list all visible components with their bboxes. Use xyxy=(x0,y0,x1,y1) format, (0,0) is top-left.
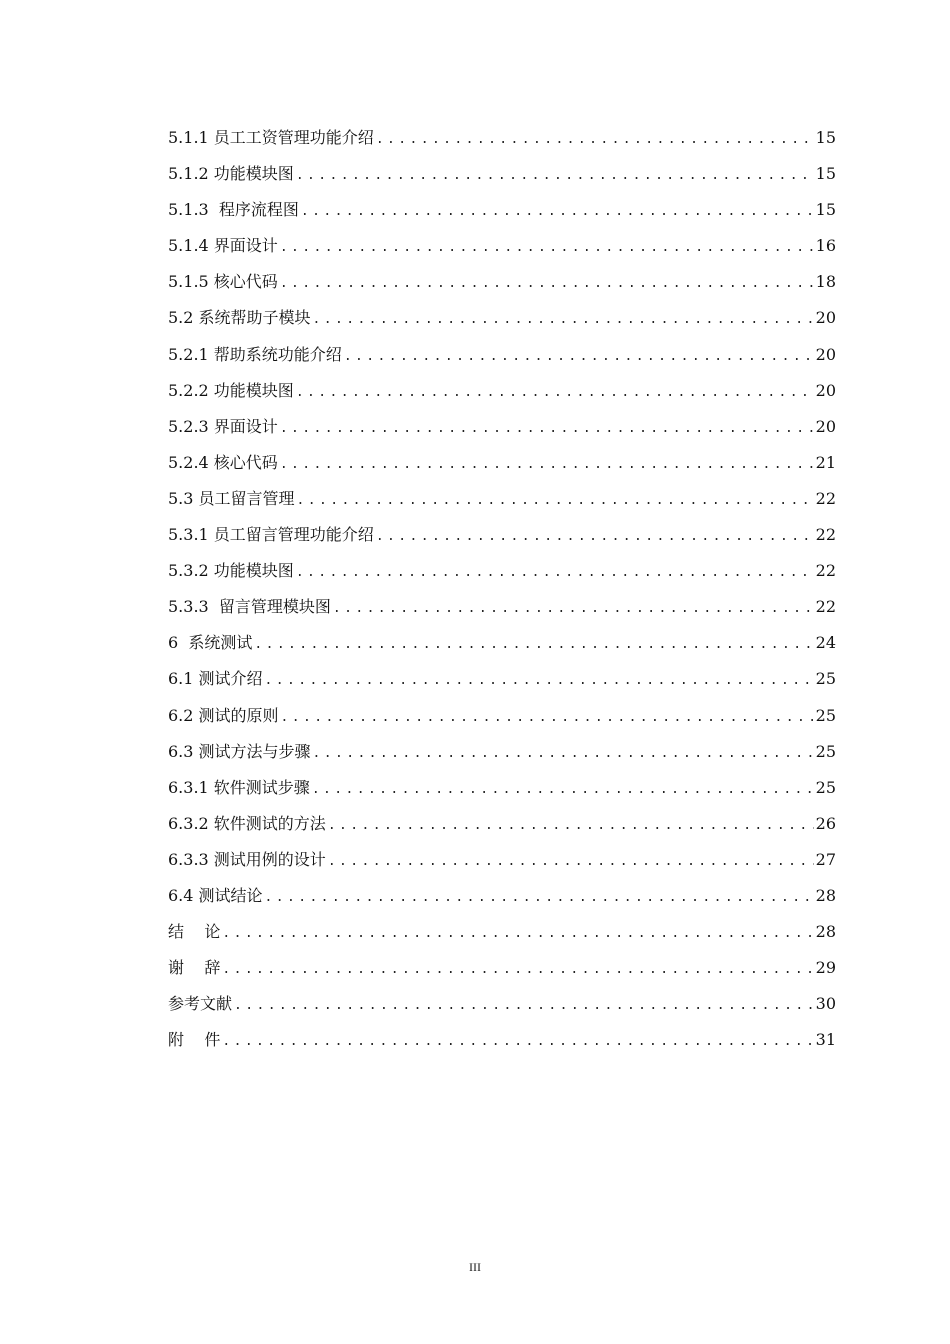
toc-entry-title: 5.3.1 员工留言管理功能介绍 xyxy=(168,525,374,545)
toc-dot-leader xyxy=(265,880,814,914)
toc-entry[interactable] xyxy=(168,228,836,264)
toc-dot-leader xyxy=(281,700,814,734)
toc-dot-leader xyxy=(222,916,813,950)
toc-entry-page: 26 xyxy=(815,813,836,833)
toc-entry-page: 20 xyxy=(815,416,836,436)
toc-entry-title: 5.2 系统帮助子模块 xyxy=(168,308,311,328)
page-number: III xyxy=(469,1260,481,1274)
toc-entry-page: 22 xyxy=(815,561,836,581)
toc-dot-leader xyxy=(254,627,813,661)
toc-dot-leader xyxy=(301,194,814,228)
toc-entry[interactable] xyxy=(168,625,836,661)
toc-entry-page: 22 xyxy=(815,525,836,545)
toc-entry-title: 5.1.3 程序流程图 xyxy=(168,200,299,220)
toc-entry-page: 15 xyxy=(815,164,836,184)
toc-dot-leader xyxy=(222,1024,813,1058)
toc-dot-leader xyxy=(328,844,814,878)
toc-entry-title: 附 件 xyxy=(168,1030,221,1050)
toc-entry-title: 6.3.3 测试用例的设计 xyxy=(168,849,326,869)
toc-entry-page: 25 xyxy=(815,777,836,797)
toc-entry-page: 27 xyxy=(815,849,836,869)
toc-dot-leader xyxy=(280,230,814,264)
toc-entry[interactable] xyxy=(168,770,836,806)
toc-entry[interactable] xyxy=(168,373,836,409)
toc-entry-title: 5.2.3 界面设计 xyxy=(168,416,278,436)
toc-entry-title: 5.3 员工留言管理 xyxy=(168,488,295,508)
toc-entry-page: 21 xyxy=(815,452,836,472)
toc-entry-title: 6.3 测试方法与步骤 xyxy=(168,741,311,761)
toc-entry-title: 5.3.2 功能模块图 xyxy=(168,561,294,581)
toc-entry[interactable] xyxy=(168,914,836,950)
toc-entry-page: 28 xyxy=(815,885,836,905)
toc-entry-title: 参考文献 xyxy=(168,994,233,1014)
toc-entry[interactable] xyxy=(168,409,836,445)
toc-entry-page: 16 xyxy=(815,236,836,256)
toc-entry-title: 6 系统测试 xyxy=(168,633,253,653)
toc-entry-title: 6.4 测试结论 xyxy=(168,885,263,905)
toc-entry-title: 6.3.2 软件测试的方法 xyxy=(168,813,326,833)
toc-entry-title: 5.2.2 功能模块图 xyxy=(168,380,294,400)
toc-entry-page: 15 xyxy=(815,128,836,147)
toc-dot-leader xyxy=(333,591,814,625)
toc-dot-leader xyxy=(222,952,813,986)
toc-dot-leader xyxy=(280,266,814,300)
toc-entry[interactable] xyxy=(168,120,836,156)
toc-entry-title: 5.1.5 核心代码 xyxy=(168,272,278,292)
toc-entry[interactable] xyxy=(168,337,836,373)
toc-dot-leader xyxy=(296,375,814,409)
toc-dot-leader xyxy=(280,411,814,445)
toc-dot-leader xyxy=(312,772,814,806)
toc-entry-title: 6.2 测试的原则 xyxy=(168,705,279,725)
toc-entry-page: 22 xyxy=(815,488,836,508)
toc-entry[interactable] xyxy=(168,698,836,734)
toc-entry[interactable] xyxy=(168,517,836,553)
toc-entry[interactable] xyxy=(168,553,836,589)
toc-entry[interactable] xyxy=(168,878,836,914)
toc-entry-page: 25 xyxy=(815,741,836,761)
toc-entry-page: 29 xyxy=(815,958,836,978)
toc-entry-page: 28 xyxy=(815,922,836,942)
toc-entry-page: 31 xyxy=(815,1030,836,1050)
toc-entry[interactable] xyxy=(168,661,836,697)
toc-entry[interactable] xyxy=(168,589,836,625)
toc-entry[interactable] xyxy=(168,842,836,878)
toc-dot-leader xyxy=(328,808,814,842)
toc-entry[interactable] xyxy=(168,481,836,517)
toc-entry-title: 5.1.1 员工工资管理功能介绍 xyxy=(168,128,374,147)
toc-dot-leader xyxy=(344,339,814,373)
toc-entry-page: 15 xyxy=(815,200,836,220)
toc-entry[interactable] xyxy=(168,950,836,986)
toc-dot-leader xyxy=(280,447,814,481)
toc-dot-leader xyxy=(376,122,814,156)
toc-entry[interactable] xyxy=(168,300,836,336)
toc-dot-leader xyxy=(296,158,814,192)
toc-dot-leader xyxy=(313,736,814,770)
toc-entry[interactable] xyxy=(168,986,836,1022)
toc-entry-title: 结 论 xyxy=(168,922,221,942)
toc-dot-leader xyxy=(296,555,814,589)
toc-entry[interactable] xyxy=(168,264,836,300)
toc-entry-title: 5.2.1 帮助系统功能介绍 xyxy=(168,344,342,364)
toc-entry-title: 5.3.3 留言管理模块图 xyxy=(168,597,331,617)
toc-entry[interactable] xyxy=(168,445,836,481)
toc-entry[interactable] xyxy=(168,1022,836,1058)
toc-entry-page: 25 xyxy=(815,669,836,689)
toc-entry-page: 25 xyxy=(815,705,836,725)
toc-entry-page: 20 xyxy=(815,344,836,364)
toc-dot-leader xyxy=(234,988,814,1022)
toc-dot-leader xyxy=(376,519,814,553)
toc-entry-title: 6.3.1 软件测试步骤 xyxy=(168,777,310,797)
toc-entry-page: 30 xyxy=(815,994,836,1014)
toc-entry-title: 谢 辞 xyxy=(168,958,221,978)
toc-entry-page: 22 xyxy=(815,597,836,617)
toc-dot-leader xyxy=(313,302,814,336)
toc-entry[interactable] xyxy=(168,192,836,228)
toc-entry-title: 5.1.4 界面设计 xyxy=(168,236,278,256)
toc-entry-title: 5.1.2 功能模块图 xyxy=(168,164,294,184)
table-of-contents xyxy=(168,120,836,1058)
toc-entry-title: 5.2.4 核心代码 xyxy=(168,452,278,472)
toc-entry[interactable] xyxy=(168,156,836,192)
toc-entry-page: 18 xyxy=(815,272,836,292)
toc-entry-page: 24 xyxy=(815,633,836,653)
toc-entry[interactable] xyxy=(168,806,836,842)
toc-dot-leader xyxy=(265,663,814,697)
toc-entry[interactable] xyxy=(168,734,836,770)
toc-entry-page: 20 xyxy=(815,380,836,400)
toc-dot-leader xyxy=(297,483,814,517)
toc-entry-title: 6.1 测试介绍 xyxy=(168,669,263,689)
toc-entry-page: 20 xyxy=(815,308,836,328)
